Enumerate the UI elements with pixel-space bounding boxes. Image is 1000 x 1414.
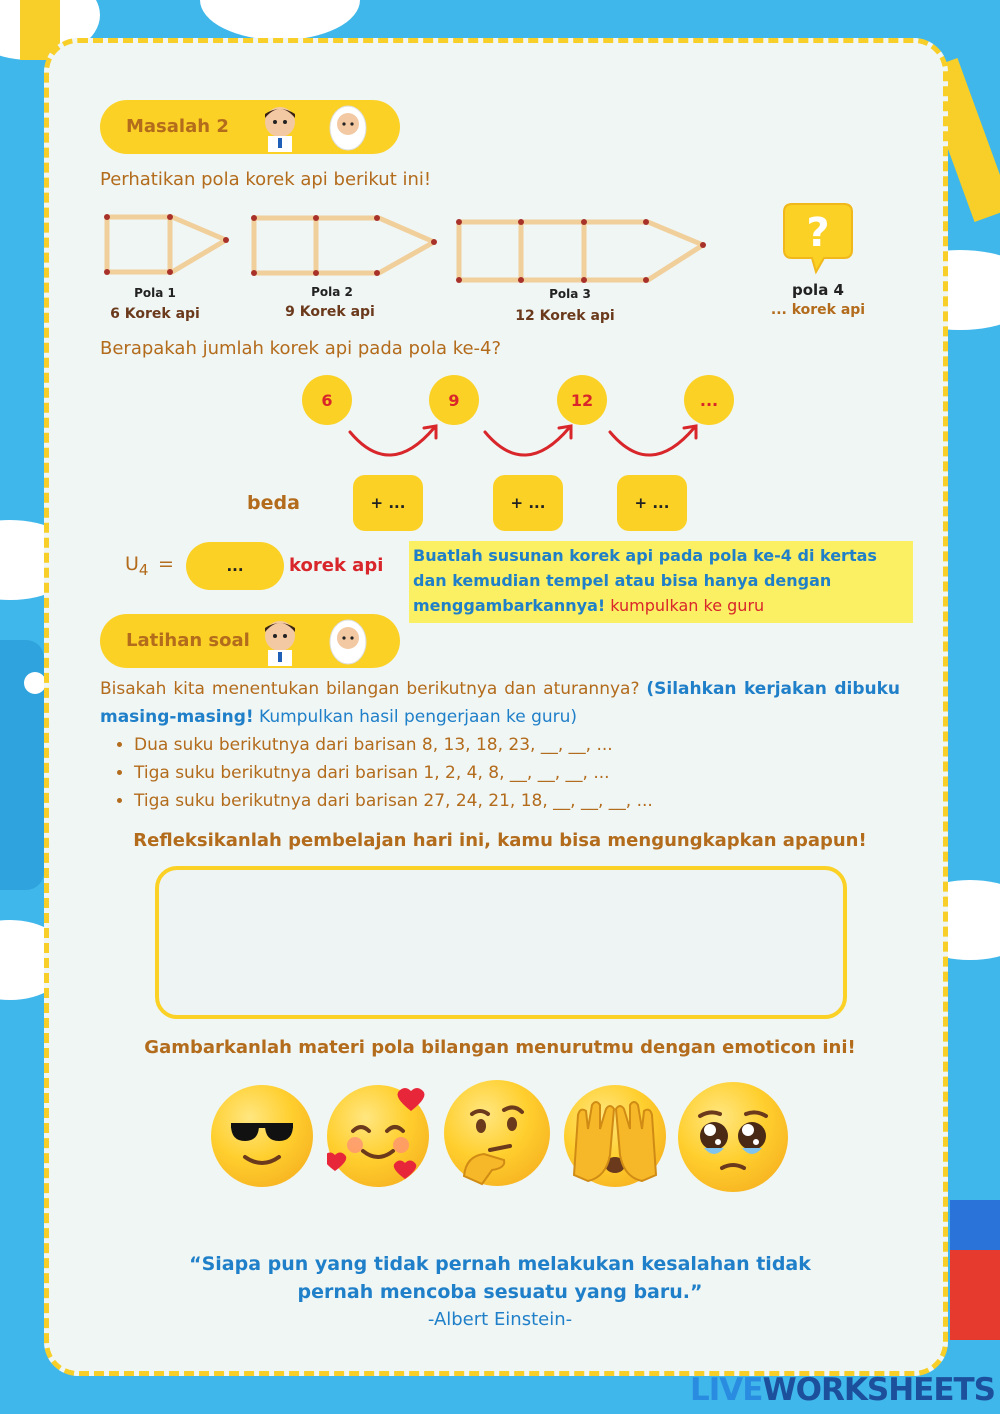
sequence-term: 12 (557, 375, 607, 425)
pattern-label: Pola 1 (134, 286, 176, 300)
pattern-count: 9 Korek api (285, 304, 375, 320)
list-item: • Dua suku berikutnya dari barisan 8, 13, 18, 23, __, __, ... (134, 731, 904, 759)
robot-eye-decoration (24, 672, 46, 694)
brand-suffix: WORKSHEETS (762, 1372, 996, 1408)
difference-box[interactable]: + ... (617, 475, 687, 531)
sunglasses-face-icon[interactable] (211, 1085, 313, 1187)
liveworksheets-logo (690, 1372, 995, 1408)
equals-sign: = (158, 553, 174, 575)
arrows (0, 0, 1000, 480)
block-decoration (950, 1250, 1000, 1340)
exercise-list (104, 731, 904, 815)
pleading-face-icon[interactable] (678, 1082, 788, 1192)
brand-prefix: LIVE (690, 1372, 763, 1408)
section-title: Masalah 2 (126, 116, 229, 137)
instruction-main: Buatlah susunan korek api pada pola ke-4 di kertas dan kemudian tempel atau bisa hanya dengan menggambarkannya! (413, 546, 877, 615)
difference-box[interactable]: + ... (493, 475, 563, 531)
exercise-lead: Bisakah kita menentukan bilangan berikutnya dan aturannya? (100, 679, 647, 699)
exercise-paragraph (100, 675, 900, 731)
reflection-textarea[interactable] (155, 866, 847, 1019)
u4-unit: korek api (289, 555, 384, 576)
u4-letter: U (125, 553, 139, 575)
exercise-bold: (Silahkan kerjakan dibuku masing-masing! (100, 679, 901, 727)
girl-avatar (326, 616, 370, 666)
pattern-label: Pola 2 (311, 285, 353, 299)
reflection-prompt: Refleksikanlah pembelajan hari ini, kamu bisa mengungkapkan apapun! (133, 830, 867, 851)
boy-avatar (258, 616, 302, 666)
section-title: Latihan soal (126, 630, 250, 651)
quote-line: “Siapa pun yang tidak pernah melakukan kesalahan tidak (189, 1253, 811, 1275)
emoticon-prompt: Gambarkanlah materi pola bilangan menurutmu dengan emoticon ini! (144, 1037, 856, 1058)
sequence-term-blank[interactable]: ... (684, 375, 734, 425)
difference-box[interactable]: + ... (353, 475, 423, 531)
u4-symbol (125, 553, 148, 579)
quote-author: -Albert Einstein- (427, 1309, 573, 1330)
u4-subscript: 4 (138, 560, 149, 579)
list-item: • Tiga suku berikutnya dari barisan 27, 24, 21, 18, __, __, __, ... (134, 787, 904, 815)
exercise-tail: Kumpulkan hasil pengerjaan ke guru) (253, 707, 578, 727)
instruction-box (409, 541, 913, 623)
quote-line: pernah mencoba sesuatu yang baru.” (297, 1281, 703, 1303)
intro-text: Perhatikan pola korek api berikut ini! (100, 169, 432, 190)
difference-label: beda (247, 492, 300, 514)
pattern-count: 6 Korek api (110, 306, 200, 322)
section-header-latihan (100, 614, 400, 668)
question-text: Berapakah jumlah korek api pada pola ke-4? (100, 338, 502, 359)
pattern-label: Pola 3 (549, 287, 591, 301)
sequence-term: 9 (429, 375, 479, 425)
list-item: • Tiga suku berikutnya dari barisan 1, 2, 4, 8, __, __, __, ... (134, 759, 904, 787)
svg-text:?: ? (806, 210, 830, 256)
pattern-count: 12 Korek api (515, 308, 615, 324)
smiling-face-with-hearts-icon[interactable] (327, 1085, 429, 1187)
instruction-extra: kumpulkan ke guru (605, 596, 765, 615)
u4-answer-field[interactable]: ... (186, 542, 284, 590)
face-with-hands-over-eyes-icon[interactable] (564, 1085, 666, 1187)
pattern4-count: ... korek api (770, 302, 866, 318)
pattern4-label: pola 4 (792, 281, 844, 299)
thinking-face-icon[interactable] (444, 1080, 550, 1186)
sequence-term: 6 (302, 375, 352, 425)
